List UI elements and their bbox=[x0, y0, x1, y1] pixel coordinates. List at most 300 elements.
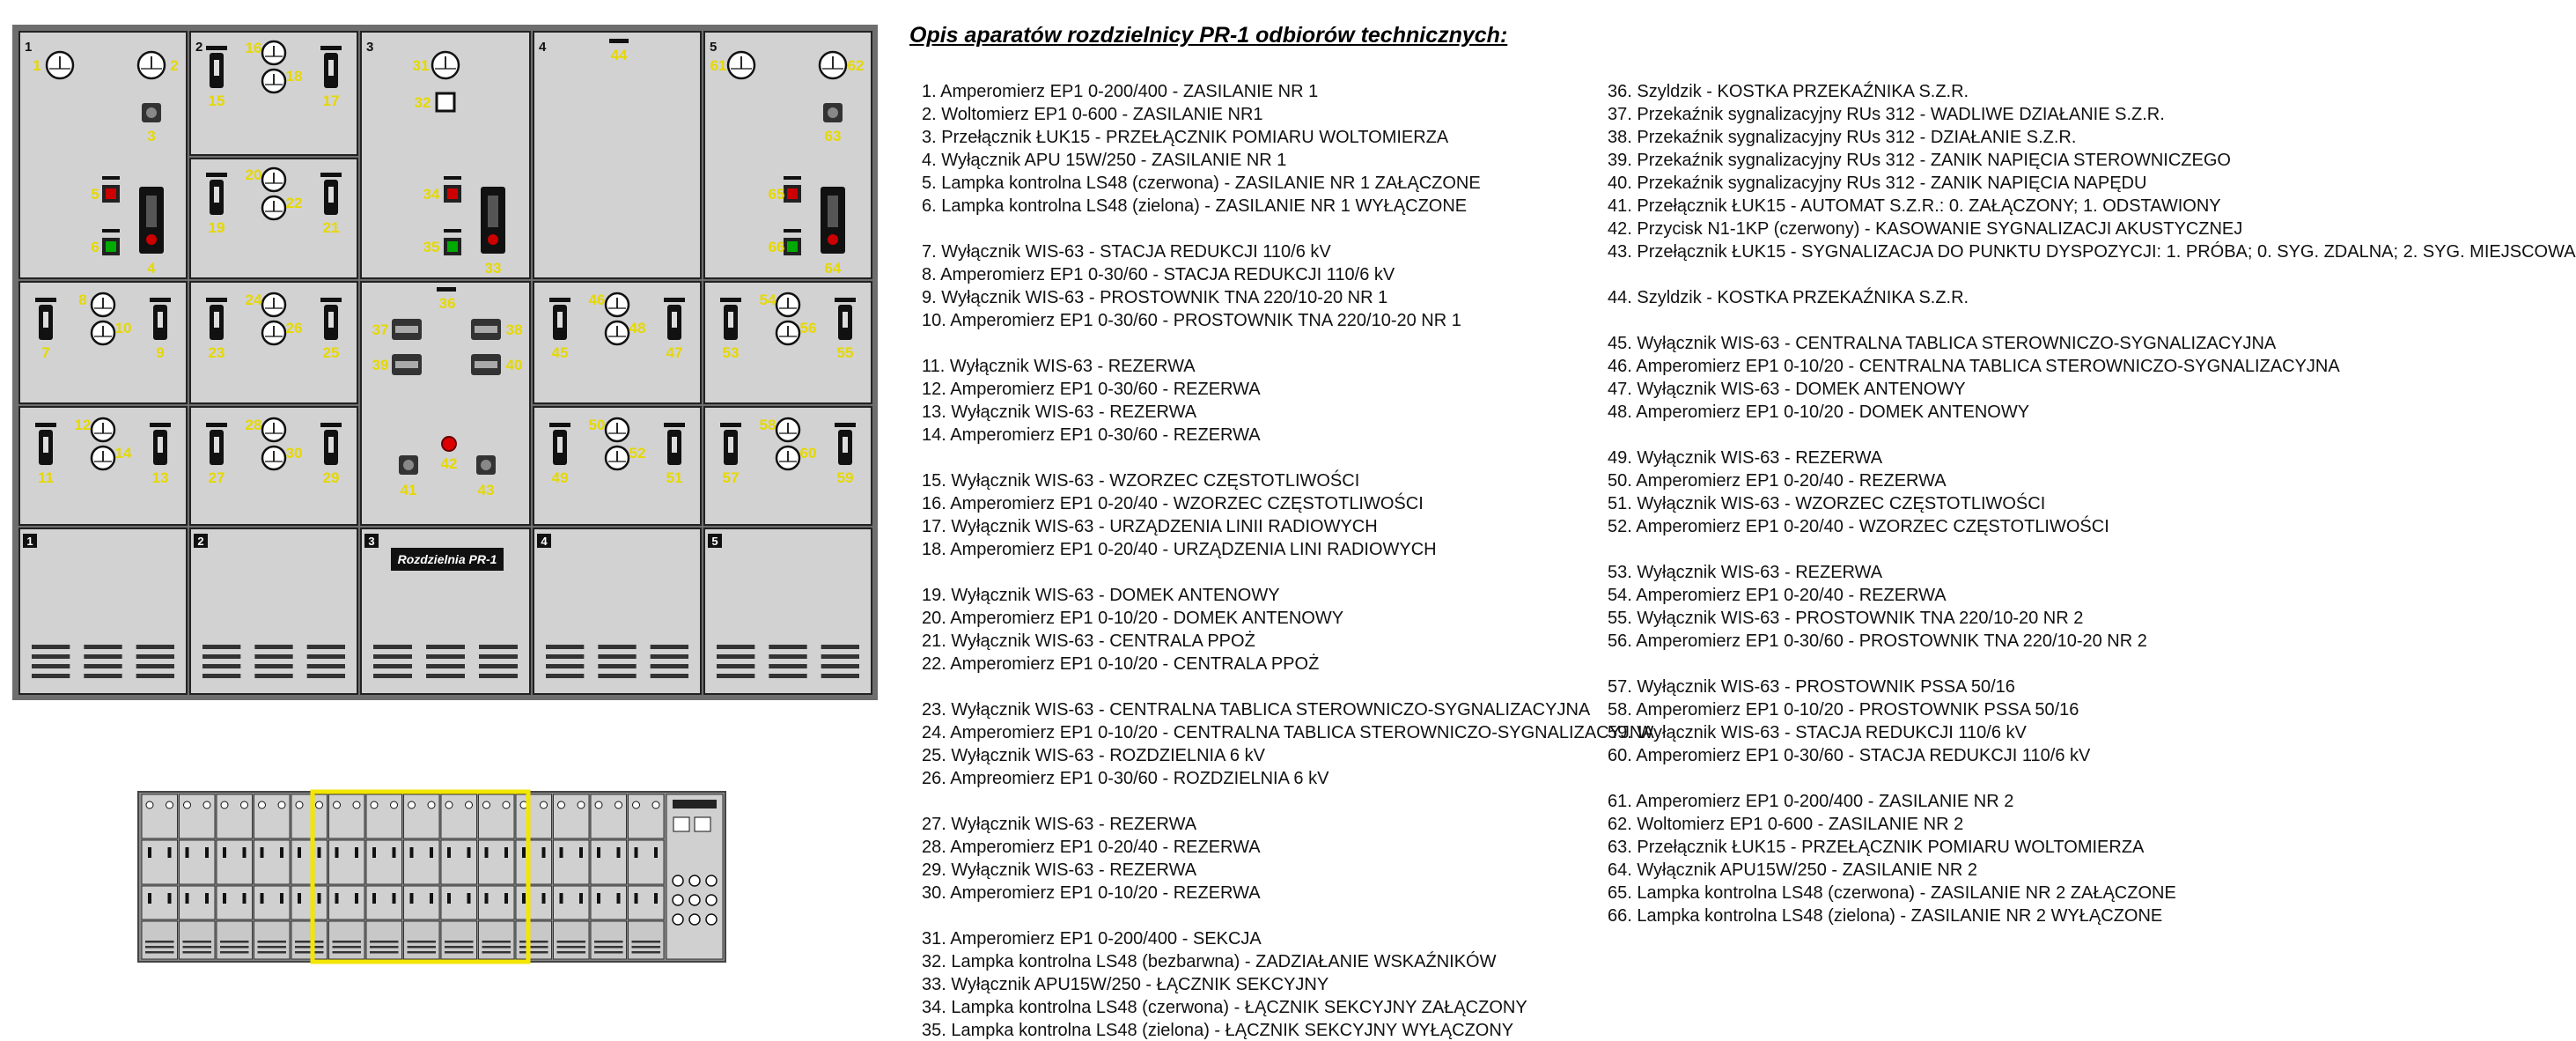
vent-louvre bbox=[136, 664, 174, 668]
overview-louvre bbox=[295, 951, 324, 954]
overview-control bbox=[706, 875, 717, 886]
breaker-tag bbox=[549, 298, 570, 302]
overview-door bbox=[554, 840, 590, 884]
apparatus-label: 52 bbox=[629, 445, 646, 461]
apparatus-label: 60 bbox=[799, 445, 817, 461]
apparatus-label: 18 bbox=[285, 68, 303, 85]
overview-breaker bbox=[318, 893, 321, 904]
description-item: 22. Amperomierz EP1 0-10/20 - CENTRALA PPOŻ bbox=[922, 654, 1320, 674]
overview-meter bbox=[278, 801, 285, 808]
overview-breaker bbox=[186, 847, 189, 858]
description-item: 35. Lampka kontrolna LS48 (zielona) - ŁĄCZNIK SEKCYJNY WYŁĄCZONY bbox=[922, 1021, 1514, 1040]
overview-breaker bbox=[560, 847, 563, 858]
vent-louvre bbox=[32, 674, 70, 678]
apparatus-label: 40 bbox=[505, 357, 523, 373]
overview-louvre bbox=[519, 951, 548, 954]
overview-breaker bbox=[410, 847, 414, 858]
description-item: 4. Wyłącznik APU 15W/250 - ZASILANIE NR 1 bbox=[922, 151, 1287, 170]
description-item: 9. Wyłącznik WIS-63 - PROSTOWNIK TNA 220/10-20 NR 1 bbox=[922, 288, 1388, 307]
apparatus-label: 9 bbox=[156, 344, 165, 361]
description-item: 20. Amperomierz EP1 0-10/20 - DOMEK ANTENOWY bbox=[922, 609, 1344, 628]
overview-meter bbox=[391, 801, 398, 808]
overview-breaker bbox=[560, 893, 563, 904]
vent-louvre bbox=[426, 674, 465, 678]
section-number: 3 bbox=[366, 40, 374, 55]
overview-louvre bbox=[183, 951, 212, 954]
overview-louvre bbox=[445, 946, 474, 949]
breaker-lever bbox=[214, 437, 219, 453]
overview-breaker bbox=[372, 893, 376, 904]
overview-door bbox=[217, 886, 253, 919]
overview-meter bbox=[334, 801, 341, 808]
apparatus-label: 16 bbox=[245, 40, 262, 56]
panel-door bbox=[19, 528, 187, 694]
vent-louvre bbox=[307, 674, 345, 678]
section-number: 2 bbox=[197, 535, 204, 548]
description-item: 66. Lampka kontrolna LS48 (zielona) - ZASILANIE NR 2 WYŁĄCZONE bbox=[1608, 906, 2163, 926]
overview-meter bbox=[428, 801, 435, 808]
description-item: 62. Woltomierz EP1 0-600 - ZASILANIE NR 2 bbox=[1608, 815, 1964, 834]
section-number: 4 bbox=[539, 40, 547, 55]
apparatus-label: 63 bbox=[824, 128, 842, 144]
signal-lamp-glass bbox=[787, 188, 798, 199]
vent-louvre bbox=[651, 645, 688, 649]
apparatus-label: 65 bbox=[768, 186, 785, 203]
description-item: 56. Amperomierz EP1 0-30/60 - PROSTOWNIK TNA 220/10-20 NR 2 bbox=[1608, 631, 2147, 651]
overview-louvre bbox=[557, 951, 586, 954]
overview-louvre bbox=[594, 951, 623, 954]
description-item: 41. Przełącznik ŁUK15 - AUTOMAT S.Z.R.: 0. ZAŁĄCZONY; 1. ODSTAWIONY bbox=[1608, 196, 2221, 216]
vent-louvre bbox=[307, 645, 345, 649]
relay-window bbox=[395, 326, 418, 333]
breaker-tag bbox=[206, 46, 227, 50]
description-item: 65. Lampka kontrolna LS48 (czerwona) - ZASILANIE NR 2 ZAŁĄCZONE bbox=[1608, 883, 2176, 903]
signal-lamp-glass bbox=[106, 241, 116, 252]
vent-louvre bbox=[479, 645, 518, 649]
signal-lamp-glass bbox=[787, 241, 798, 252]
panel-door bbox=[190, 528, 357, 694]
overview-meter bbox=[316, 801, 323, 808]
overview-meter bbox=[221, 801, 228, 808]
nameplate-text: Rozdzielnia PR-1 bbox=[397, 552, 497, 566]
vent-louvre bbox=[717, 654, 754, 659]
overview-louvre bbox=[145, 951, 174, 954]
overview-meter bbox=[503, 801, 510, 808]
apu-indicator bbox=[146, 234, 157, 245]
apparatus-label: 64 bbox=[824, 260, 842, 277]
vent-louvre bbox=[598, 654, 636, 659]
overview-breaker bbox=[261, 847, 264, 858]
apparatus-label: 4 bbox=[147, 260, 156, 277]
breaker-lever bbox=[843, 437, 848, 453]
description-item: 38. Przekaźnik sygnalizacyjny RUs 312 - DZIAŁANIE S.Z.R. bbox=[1608, 128, 2077, 147]
overview-meter bbox=[166, 801, 173, 808]
overview-louvre bbox=[220, 941, 249, 943]
overview-breaker bbox=[410, 893, 414, 904]
overview-breaker bbox=[335, 893, 339, 904]
description-item: 61. Amperomierz EP1 0-200/400 - ZASILANIE NR 2 bbox=[1608, 792, 2014, 811]
description-item: 59. Wyłącznik WIS-63 - STACJA REDUKCJI 110/6 kV bbox=[1608, 723, 2027, 742]
overview-control bbox=[673, 914, 683, 925]
overview-breaker bbox=[335, 847, 339, 858]
apparatus-label: 10 bbox=[114, 320, 132, 336]
overview-louvre bbox=[220, 946, 249, 949]
description-item: 10. Amperomierz EP1 0-30/60 - PROSTOWNIK TNA 220/10-20 NR 1 bbox=[922, 311, 1461, 330]
vent-louvre bbox=[254, 664, 292, 668]
apparatus-label: 42 bbox=[440, 455, 458, 472]
apparatus-label: 53 bbox=[722, 344, 740, 361]
overview-louvre bbox=[408, 941, 437, 943]
breaker-tag bbox=[664, 423, 685, 427]
breaker-lever bbox=[328, 187, 334, 203]
overview-breaker bbox=[205, 847, 209, 858]
signal-lamp-tag bbox=[444, 229, 461, 233]
overview-breaker bbox=[635, 893, 638, 904]
overview-meter bbox=[578, 801, 585, 808]
overview-louvre bbox=[258, 951, 287, 954]
overview-door bbox=[404, 794, 440, 838]
overview-breaker bbox=[205, 893, 209, 904]
apparatus-label: 49 bbox=[551, 469, 569, 486]
breaker-tag bbox=[206, 423, 227, 427]
overview-control bbox=[706, 914, 717, 925]
description-item: 32. Lampka kontrolna LS48 (bezbarwna) - ZADZIAŁANIE WSKAŹNIKÓW bbox=[922, 952, 1497, 971]
vent-louvre bbox=[202, 674, 240, 678]
apparatus-label: 59 bbox=[836, 469, 854, 486]
overview-breaker bbox=[148, 893, 151, 904]
overview-meter bbox=[615, 801, 622, 808]
vent-louvre bbox=[717, 664, 754, 668]
description-item: 51. Wyłącznik WIS-63 - WZORZEC CZĘSTOTLIWOŚCI bbox=[1608, 494, 2046, 513]
apparatus-label: 25 bbox=[322, 344, 340, 361]
apparatus-label: 8 bbox=[78, 292, 87, 308]
overview-instrument bbox=[673, 817, 689, 831]
apparatus-label: 54 bbox=[759, 292, 776, 308]
apparatus-label: 28 bbox=[245, 417, 262, 433]
overview-door bbox=[142, 840, 178, 884]
overview-breaker bbox=[542, 847, 546, 858]
breaker-tag bbox=[664, 298, 685, 302]
breaker-lever bbox=[557, 437, 563, 453]
signal-lamp-glass bbox=[447, 188, 458, 199]
overview-louvre bbox=[519, 941, 548, 943]
overview-breaker bbox=[355, 893, 358, 904]
apparatus-label: 51 bbox=[666, 469, 683, 486]
switchboard-front-view bbox=[12, 25, 878, 700]
description-item: 42. Przycisk N1-1KP (czerwony) - KASOWANIE SYGNALIZACJI AKUSTYCZNEJ bbox=[1608, 219, 2243, 239]
breaker-lever bbox=[43, 312, 48, 328]
overview-louvre bbox=[632, 941, 661, 943]
switchboard-overview bbox=[138, 792, 725, 962]
vent-louvre bbox=[32, 645, 70, 649]
overview-breaker bbox=[393, 893, 396, 904]
overview-door bbox=[291, 794, 328, 838]
vent-louvre bbox=[307, 654, 345, 659]
overview-meter bbox=[296, 801, 303, 808]
overview-door bbox=[142, 886, 178, 919]
apparatus-label: 26 bbox=[285, 320, 303, 336]
overview-breaker bbox=[467, 847, 471, 858]
description-item: 60. Amperomierz EP1 0-30/60 - STACJA REDUKCJI 110/6 kV bbox=[1608, 746, 2091, 765]
overview-door bbox=[329, 921, 365, 959]
overview-door bbox=[254, 921, 291, 959]
overview-breaker bbox=[597, 893, 600, 904]
description-item: 6. Lampka kontrolna LS48 (zielona) - ZASILANIE NR 1 WYŁĄCZONE bbox=[922, 196, 1468, 216]
section-number: 1 bbox=[25, 40, 33, 55]
description-item: 36. Szyldzik - KOSTKA PRZEKAŹNIKA S.Z.R. bbox=[1608, 82, 1969, 101]
vent-louvre bbox=[426, 664, 465, 668]
overview-meter bbox=[146, 801, 153, 808]
vent-louvre bbox=[479, 664, 518, 668]
vent-louvre bbox=[32, 664, 70, 668]
breaker-tag bbox=[720, 423, 741, 427]
overview-louvre bbox=[408, 951, 437, 954]
description-item: 47. Wyłącznik WIS-63 - DOMEK ANTENOWY bbox=[1608, 380, 1966, 399]
overview-louvre bbox=[145, 941, 174, 943]
overview-door bbox=[366, 840, 402, 884]
apparatus-label: 55 bbox=[836, 344, 854, 361]
overview-meter bbox=[595, 801, 602, 808]
apparatus-label: 32 bbox=[414, 94, 431, 111]
overview-louvre bbox=[333, 941, 362, 943]
breaker-tag bbox=[206, 173, 227, 177]
apparatus-label: 11 bbox=[38, 469, 54, 486]
description-item: 31. Amperomierz EP1 0-200/400 - SEKCJA bbox=[922, 929, 1262, 949]
overview-breaker bbox=[447, 847, 451, 858]
apparatus-label: 12 bbox=[74, 417, 92, 433]
overview-breaker bbox=[654, 847, 658, 858]
description-item: 12. Amperomierz EP1 0-30/60 - REZERWA bbox=[922, 380, 1261, 399]
description-item: 24. Amperomierz EP1 0-10/20 - CENTRALNA TABLICA STEROWNICZO-SYGNALIZACYJNA bbox=[922, 723, 1654, 742]
overview-louvre bbox=[183, 941, 212, 943]
overview-door bbox=[479, 840, 515, 884]
description-item: 37. Przekaźnik sygnalizacyjny RUs 312 - WADLIWE DZIAŁANIE S.Z.R. bbox=[1608, 105, 2165, 124]
apparatus-label: 23 bbox=[208, 344, 225, 361]
overview-louvre bbox=[632, 946, 661, 949]
apparatus-label: 15 bbox=[208, 92, 225, 109]
description-item: 2. Woltomierz EP1 0-600 - ZASILANIE NR1 bbox=[922, 105, 1263, 124]
vent-louvre bbox=[426, 645, 465, 649]
description-item: 57. Wyłącznik WIS-63 - PROSTOWNIK PSSA 50/16 bbox=[1608, 677, 2015, 697]
overview-door bbox=[591, 886, 627, 919]
overview-breaker bbox=[522, 847, 526, 858]
overview-breaker bbox=[148, 847, 151, 858]
overview-cabinet-plate bbox=[673, 800, 717, 808]
breaker-tag bbox=[835, 423, 856, 427]
vent-louvre bbox=[373, 645, 412, 649]
apparatus-label: 61 bbox=[710, 57, 727, 74]
overview-door bbox=[479, 794, 515, 838]
overview-louvre bbox=[333, 946, 362, 949]
overview-breaker bbox=[186, 893, 189, 904]
description-item: 25. Wyłącznik WIS-63 - ROZDZIELNIA 6 kV bbox=[922, 746, 1265, 765]
overview-breaker bbox=[318, 847, 321, 858]
description-item: 18. Amperomierz EP1 0-20/40 - URZĄDZENIA LINI RADIOWYCH bbox=[922, 540, 1437, 559]
vent-louvre bbox=[307, 664, 345, 668]
vent-louvre bbox=[546, 654, 584, 659]
apparatus-label: 3 bbox=[147, 128, 156, 144]
overview-door bbox=[142, 794, 178, 838]
section-number: 5 bbox=[711, 535, 718, 548]
breaker-tag bbox=[835, 298, 856, 302]
overview-louvre bbox=[445, 941, 474, 943]
apparatus-label: 13 bbox=[151, 469, 169, 486]
overview-door bbox=[629, 840, 665, 884]
overview-louvre bbox=[333, 951, 362, 954]
vent-louvre bbox=[373, 654, 412, 659]
overview-louvre bbox=[145, 946, 174, 949]
section-number: 3 bbox=[368, 535, 375, 548]
breaker-lever bbox=[557, 312, 563, 328]
signal-lamp-clear bbox=[437, 93, 454, 111]
description-item: 11. Wyłącznik WIS-63 - REZERWA bbox=[922, 357, 1196, 376]
vent-louvre bbox=[717, 674, 754, 678]
breaker-lever bbox=[672, 437, 677, 453]
panel-door bbox=[534, 528, 701, 694]
vent-louvre bbox=[546, 674, 584, 678]
overview-meter bbox=[184, 801, 191, 808]
apparatus-label: 14 bbox=[114, 445, 132, 461]
description-item: 7. Wyłącznik WIS-63 - STACJA REDUKCJI 110/6 kV bbox=[922, 242, 1331, 262]
overview-louvre bbox=[482, 951, 512, 954]
overview-door bbox=[516, 794, 552, 838]
breaker-tag bbox=[320, 173, 342, 177]
apparatus-label: 41 bbox=[400, 482, 417, 498]
vent-louvre bbox=[136, 674, 174, 678]
vent-louvre bbox=[202, 654, 240, 659]
overview-louvre bbox=[632, 951, 661, 954]
switchboard-diagram bbox=[0, 0, 880, 1037]
overview-door bbox=[254, 886, 291, 919]
overview-breaker bbox=[542, 893, 546, 904]
vent-louvre bbox=[769, 654, 806, 659]
apparatus-label: 20 bbox=[245, 166, 262, 183]
vent-louvre bbox=[479, 654, 518, 659]
overview-louvre bbox=[408, 946, 437, 949]
description-item: 3. Przełącznik ŁUK15 - PRZEŁĄCZNIK POMIARU WOLTOMIERZA bbox=[922, 128, 1449, 147]
overview-door bbox=[554, 921, 590, 959]
apparatus-label: 7 bbox=[41, 344, 50, 361]
vent-louvre bbox=[373, 664, 412, 668]
overview-door bbox=[591, 794, 627, 838]
overview-louvre bbox=[482, 941, 512, 943]
overview-breaker bbox=[243, 847, 247, 858]
overview-door bbox=[554, 886, 590, 919]
panel-door bbox=[361, 282, 530, 525]
apparatus-label: 2 bbox=[170, 57, 179, 74]
description-item: 23. Wyłącznik WIS-63 - CENTRALNA TABLICA STEROWNICZO-SYGNALIZACYJNA bbox=[922, 700, 1591, 720]
overview-door bbox=[217, 921, 253, 959]
vent-louvre bbox=[598, 645, 636, 649]
description-item: 28. Amperomierz EP1 0-20/40 - REZERWA bbox=[922, 838, 1261, 857]
description-item: 29. Wyłącznik WIS-63 - REZERWA bbox=[922, 860, 1197, 880]
relay-window bbox=[395, 361, 418, 368]
vent-louvre bbox=[769, 645, 806, 649]
vent-louvre bbox=[136, 645, 174, 649]
overview-louvre bbox=[258, 946, 287, 949]
apparatus-label: 57 bbox=[722, 469, 740, 486]
breaker-tag bbox=[35, 298, 56, 302]
breaker-lever bbox=[328, 437, 334, 453]
breaker-lever bbox=[672, 312, 677, 328]
panel-door bbox=[534, 32, 701, 278]
description-item: 26. Ampreomierz EP1 0-30/60 - ROZDZIELNIA 6 kV bbox=[922, 769, 1329, 788]
vent-louvre bbox=[821, 664, 859, 668]
overview-door bbox=[180, 886, 216, 919]
description-item: 49. Wyłącznik WIS-63 - REZERWA bbox=[1608, 448, 1883, 468]
apparatus-label: 39 bbox=[372, 357, 389, 373]
overview-door bbox=[291, 921, 328, 959]
overview-meter bbox=[371, 801, 378, 808]
description-item: 58. Amperomierz EP1 0-10/20 - PROSTOWNIK PSSA 50/16 bbox=[1608, 700, 2079, 720]
breaker-lever bbox=[328, 60, 334, 76]
breaker-tag bbox=[720, 298, 741, 302]
description-item: 45. Wyłącznik WIS-63 - CENTRALNA TABLICA STEROWNICZO-SYGNALIZACYJNA bbox=[1608, 334, 2277, 353]
description-item: 33. Wyłącznik APU15W/250 - ŁĄCZNIK SEKCYJNY bbox=[922, 975, 1329, 994]
overview-louvre bbox=[557, 941, 586, 943]
overview-door bbox=[591, 921, 627, 959]
vent-louvre bbox=[769, 674, 806, 678]
overview-meter bbox=[633, 801, 640, 808]
overview-door bbox=[254, 794, 291, 838]
overview-control bbox=[706, 895, 717, 905]
overview-door bbox=[404, 886, 440, 919]
apparatus-label: 24 bbox=[245, 292, 262, 308]
description-item: 48. Amperomierz EP1 0-10/20 - DOMEK ANTENOWY bbox=[1608, 402, 2030, 422]
page-title: Opis aparatów rozdzielnicy PR-1 odbiorów technicznych: bbox=[909, 23, 1508, 48]
vent-louvre bbox=[769, 664, 806, 668]
switch-knob-center bbox=[403, 460, 414, 470]
apu-handle bbox=[146, 196, 157, 227]
panel-door bbox=[704, 528, 872, 694]
apparatus-label: 33 bbox=[484, 260, 502, 277]
description-item: 55. Wyłącznik WIS-63 - PROSTOWNIK TNA 220/10-20 NR 2 bbox=[1608, 609, 2084, 628]
overview-breaker bbox=[579, 893, 583, 904]
overview-meter bbox=[652, 801, 659, 808]
apparatus-label: 44 bbox=[610, 47, 628, 63]
vent-louvre bbox=[136, 654, 174, 659]
overview-door bbox=[554, 794, 590, 838]
description-item: 16. Amperomierz EP1 0-20/40 - WZORZEC CZĘSTOTLIWOŚCI bbox=[922, 494, 1424, 513]
vent-louvre bbox=[821, 645, 859, 649]
overview-breaker bbox=[168, 847, 172, 858]
overview-door bbox=[404, 921, 440, 959]
description-item: 17. Wyłącznik WIS-63 - URZĄDZENIA LINII RADIOWYCH bbox=[922, 517, 1378, 536]
description-item: 14. Amperomierz EP1 0-30/60 - REZERWA bbox=[922, 425, 1261, 445]
apparatus-label: 1 bbox=[33, 57, 41, 74]
vent-louvre bbox=[254, 654, 292, 659]
breaker-lever bbox=[158, 437, 163, 453]
apparatus-label: 43 bbox=[477, 482, 495, 498]
overview-door bbox=[629, 886, 665, 919]
relay-window bbox=[475, 361, 497, 368]
apparatus-label: 17 bbox=[322, 92, 340, 109]
overview-breaker bbox=[298, 893, 301, 904]
overview-louvre bbox=[594, 941, 623, 943]
apparatus-label: 37 bbox=[372, 321, 389, 338]
breaker-lever bbox=[728, 312, 733, 328]
vent-louvre bbox=[651, 654, 688, 659]
overview-breaker bbox=[280, 893, 283, 904]
description-item: 27. Wyłącznik WIS-63 - REZERWA bbox=[922, 815, 1197, 834]
overview-door bbox=[329, 886, 365, 919]
overview-meter bbox=[483, 801, 490, 808]
overview-door bbox=[366, 794, 402, 838]
overview-breaker bbox=[280, 847, 283, 858]
vent-louvre bbox=[598, 664, 636, 668]
apparatus-label: 34 bbox=[423, 186, 440, 203]
overview-door bbox=[366, 886, 402, 919]
